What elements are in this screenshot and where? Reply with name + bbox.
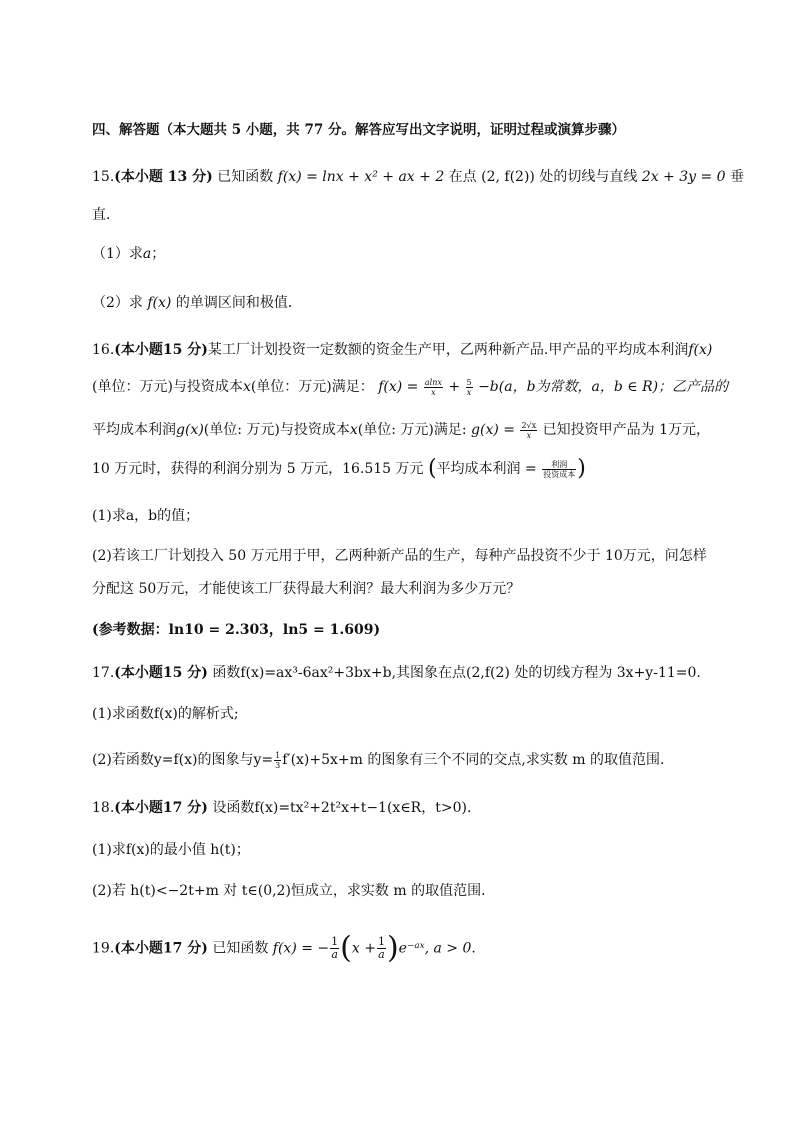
q19-points: (本小题17 分) (114, 940, 208, 957)
q15-tangent-text: 处的切线与直线 (539, 169, 638, 185)
q17-fraction (274, 751, 281, 770)
q16-fraction-1 (424, 378, 443, 397)
q16-line3-d: 已知投资甲产品为 1万元， (542, 422, 710, 438)
q15-points: (本小题 13 分) (114, 169, 213, 185)
q16-frac2-num: 5 (466, 377, 472, 387)
question-16-line-1 (92, 339, 713, 361)
question-17-line-1 (92, 662, 704, 684)
q16-left-paren: ( (427, 456, 437, 481)
q19-frac1-num: 1 (331, 935, 339, 948)
q15-number: 15. (92, 169, 115, 185)
q16-line2-a: (单位：万元)与投资成本 (92, 379, 243, 395)
q16-frac1-num: alnx (424, 377, 442, 387)
q15-p2-suffix: 的单调区间和极值． (175, 295, 302, 311)
q19-right-paren: ) (386, 930, 399, 966)
q16-frac3-den: x (526, 430, 532, 440)
q15-part-2 (92, 292, 704, 314)
q15-line-2: 直． (92, 207, 120, 223)
q16-line-3 (92, 419, 710, 441)
q15-point: (2, f(2)) (481, 169, 535, 185)
q16-frac3-num: 2√x (521, 420, 537, 430)
q16-line3-g: g(x) (176, 422, 204, 438)
q15-line-equation: 2x + 3y = 0 (641, 169, 726, 185)
q16-fraction-3 (520, 421, 537, 440)
q15-p2-func: f(x) (147, 295, 172, 311)
q17-part-2 (92, 749, 704, 771)
q19-frac2-num: 1 (377, 935, 385, 948)
q16-line-4 (92, 458, 704, 480)
q16-line3-x: x (349, 422, 358, 438)
q15-end: 垂 (730, 169, 745, 185)
q18-points: (本小题17 分) (114, 800, 208, 816)
q16-frac2-den: x (466, 387, 472, 397)
q16-number: 16. (92, 342, 115, 358)
q19-fraction-2 (377, 936, 386, 961)
q16-plus: + (448, 379, 461, 395)
q19-end: . (471, 940, 476, 957)
q18-part-2: (2)若 h(t)<−2t+m 对 t∈(0,2)恒成立，求实数 m 的取值范围． (92, 883, 496, 899)
section-header: 四、解答题（本大题共 5 小题，共 77 分。解答应写出文字说明，证明过程或演算步骤） (92, 122, 625, 138)
q15-p1-prefix: （1）求 (92, 246, 143, 262)
q16-frac4-num: 利润 (542, 460, 576, 470)
question-18-line-1 (92, 797, 704, 819)
q15-function: f(x) = lnx + x² + ax + 2 (277, 169, 445, 185)
q15-part-1 (92, 243, 704, 265)
q16-fraction-4 (542, 460, 576, 479)
q19-fraction-1 (330, 936, 339, 961)
q15-p1-suffix: ； (151, 246, 166, 262)
question-19-line-1 (92, 930, 704, 966)
q16-reference-data: (参考数据：ln10 = 2.303，ln5 = 1.609) (92, 622, 381, 638)
q19-exp: e⁻ᵃˣ, a > 0 (398, 940, 472, 957)
q16-line2-b: (单位：万元)满足： (250, 379, 374, 395)
question-15-line-1 (92, 166, 745, 188)
q17-frac-num: 1 (275, 750, 281, 760)
q16-points: (本小题15 分) (114, 342, 208, 358)
q16-paren-text: 平均成本利润 = (436, 461, 537, 477)
q18-part-1: (1)求f(x)的最小值 h(t)； (92, 842, 250, 858)
q19-frac2-den: a (378, 948, 385, 961)
q16-line3-a: 平均成本利润 (92, 422, 176, 438)
q15-p1-var: a (142, 246, 152, 262)
q19-left-paren: ( (340, 930, 352, 966)
q17-frac-den: 3 (275, 760, 281, 770)
q16-line2-f: f(x) = (378, 379, 419, 395)
q19-inner: x + (351, 940, 376, 957)
q16-frac4-den: 投资成本 (543, 469, 576, 479)
q16-line1-text: 某工厂计划投资一定数额的资金生产甲，乙两种新产品.甲产品的平均成本利润 (207, 342, 689, 358)
q17-p2-a: (2)若函数y=f(x)的图象与y= (92, 752, 274, 768)
q16-line3-gx: g(x) = (471, 422, 516, 438)
q16-line3-c: (单位: 万元)满足: (357, 422, 467, 438)
q16-line2-x: x (242, 379, 251, 395)
q16-fraction-2 (466, 378, 473, 397)
q16-right-paren: ) (577, 456, 586, 481)
q17-part-1: (1)求函数f(x)的解析式; (92, 706, 239, 722)
q19-number: 19. (92, 940, 115, 957)
q18-number: 18. (92, 800, 115, 816)
q16-part-1: (1)求a，b的值； (92, 508, 200, 524)
q19-func-a: f(x) = − (272, 940, 330, 957)
q17-p2-b: f′(x)+5x+m 的图象有三个不同的交点,求实数 m 的取值范围. (282, 752, 665, 768)
q16-part-2-line-2: 分配这 50万元，才能使该工厂获得最大利润？最大利润为多少万元？ (92, 581, 521, 597)
q17-points: (本小题15 分) (114, 665, 208, 681)
q15-intro: 已知函数 (217, 169, 274, 185)
q19-frac1-den: a (331, 948, 338, 961)
q16-part-2-line-1: (2)若该工厂计划投入 50 万元用于甲，乙两种新产品的生产，每种产品投资不少于 10万元，问怎样 (92, 548, 707, 564)
q16-line-2 (92, 376, 729, 398)
q16-line1-func: f(x) (688, 342, 713, 358)
q16-line2-c: −b(a，b为常数，a，b ∈ R)；乙产品的 (478, 379, 729, 395)
q15-mid: 在点 (448, 169, 477, 185)
q16-line4-a: 10 万元时，获得的利润分别为 5 万元，16.515 万元 (92, 461, 424, 477)
q17-number: 17. (92, 665, 115, 681)
q15-p2-prefix: （2）求 (92, 295, 143, 311)
q19-intro: 已知函数 (212, 940, 269, 957)
q17-line1: 函数f(x)=ax³-6ax²+3bx+b,其图象在点(2,f(2) 处的切线方程为 3x+y-11=0. (212, 665, 701, 681)
q16-line3-b: (单位: 万元)与投资成本 (203, 422, 350, 438)
q16-frac1-den: x (431, 387, 436, 397)
q18-line1: 设函数f(x)=tx²+2t²x+t−1(x∈R，t>0)． (212, 800, 481, 816)
